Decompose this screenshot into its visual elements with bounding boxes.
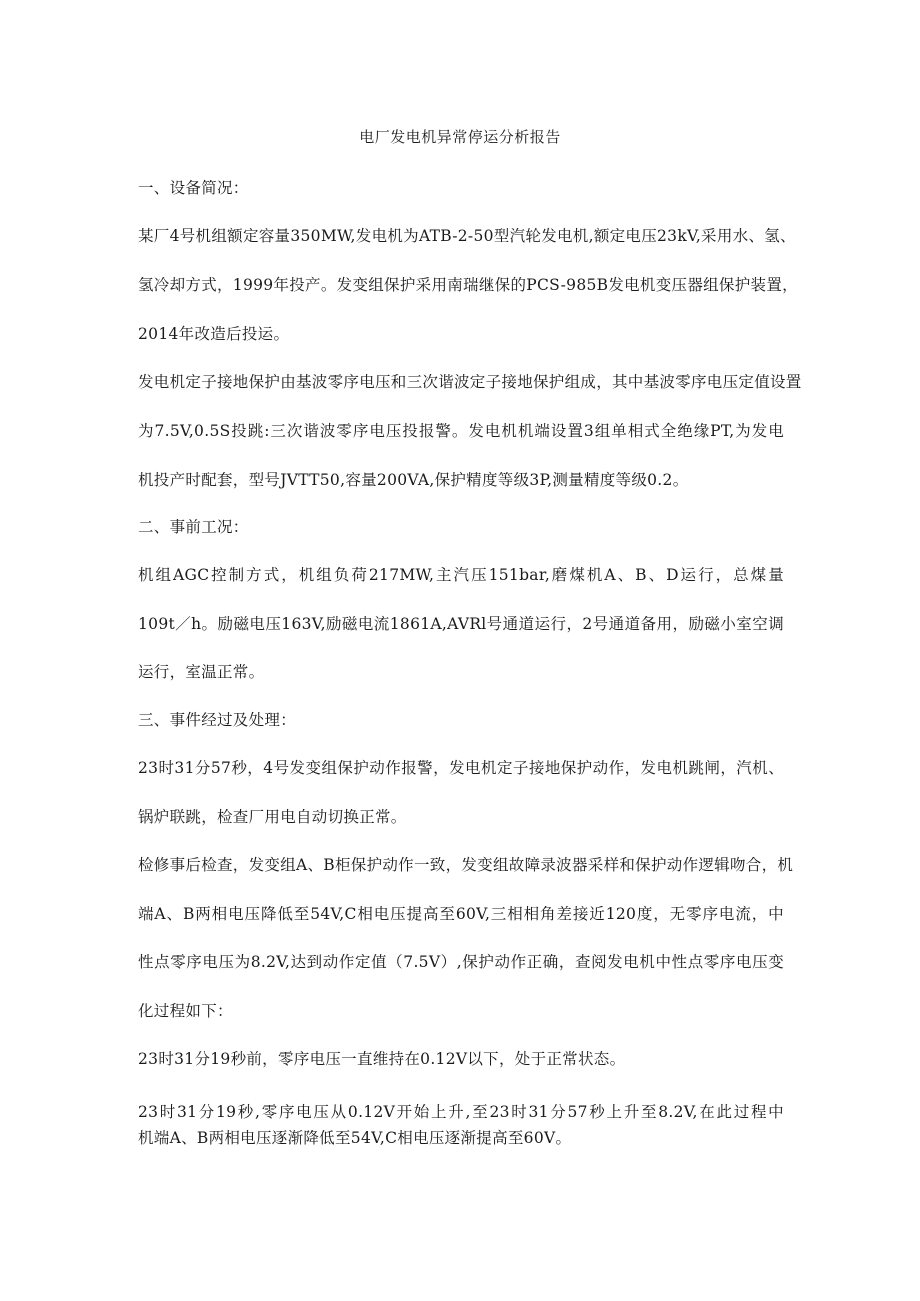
paragraph-line: 锅炉联跳，检查厂用电自动切换正常。 [138,808,407,826]
paragraph-line: 化过程如下： [138,1002,233,1020]
section-heading-pre-conditions: 二、事前工况： [138,518,249,536]
paragraph-line: 发电机定子接地保护由基波零序电压和三次谐波定子接地保护组成，其中基波零序电压定值设置 [138,373,802,391]
paragraph-line: 机组AGC控制方式，机组负荷217MW,主汽压151bar,磨煤机A、B、D运行，总煤量 [138,566,784,584]
paragraph-line: 23时31分57秒，4号发变组保护动作报警，发电机定子接地保护动作，发电机跳闸，汽机、 [138,759,784,777]
paragraph-line: 氢冷却方式，1999年投产。发变组保护采用南瑞继保的PCS-985B发电机变压器组保护装置， [138,276,798,294]
paragraph-line: 端A、B两相电压降低至54V,C相电压提高至60V,三相相角差接近120度，无零序电流，中 [138,905,784,923]
paragraph-line: 性点零序电压为8.2V,达到动作定值（7.5V）,保护动作正确，查阅发电机中性点零序电压变 [138,953,784,971]
paragraph-line: 23时31分19秒前，零序电压一直维持在0.12V以下，处于正常状态。 [138,1050,626,1068]
document-title: 电厂发电机异常停运分析报告 [359,128,561,146]
paragraph-line: 109t／h。励磁电压163V,励磁电流1861A,AVRl号通道运行，2号通道备用，励磁小室空调 [138,615,784,633]
paragraph-line: 为7.5V,0.5S投跳:三次谐波零序电压投报警。发电机机端设置3组单相式全绝缘PT,为发电 [138,422,784,440]
paragraph-line: 机端A、B两相电压逐渐降低至54V,C相电压逐渐提高至60V。 [138,1129,572,1147]
section-heading-equipment: 一、设备简况： [138,179,249,197]
paragraph-line: 机投产时配套，型号JVTT50,容量200VA,保护精度等级3P,测量精度等级0.2。 [138,471,689,489]
paragraph-line: 检修事后检查，发变组A、B柜保护动作一致，发变组故障录波器采样和保护动作逻辑吻合，机 [138,856,794,874]
paragraph-line: 某厂4号机组额定容量350MW,发电机为ATB-2-50型汽轮发电机,额定电压23kV,采用水、氢、 [138,227,796,245]
section-heading-event: 三、事件经过及处理： [138,711,297,729]
paragraph-line: 运行，室温正常。 [138,663,265,681]
paragraph-line: 2014年改造后投运。 [138,325,290,343]
paragraph-line: 23时31分19秒,零序电压从0.12V开始上升,至23时31分57秒上升至8.2V,在此过程中 [138,1103,784,1121]
